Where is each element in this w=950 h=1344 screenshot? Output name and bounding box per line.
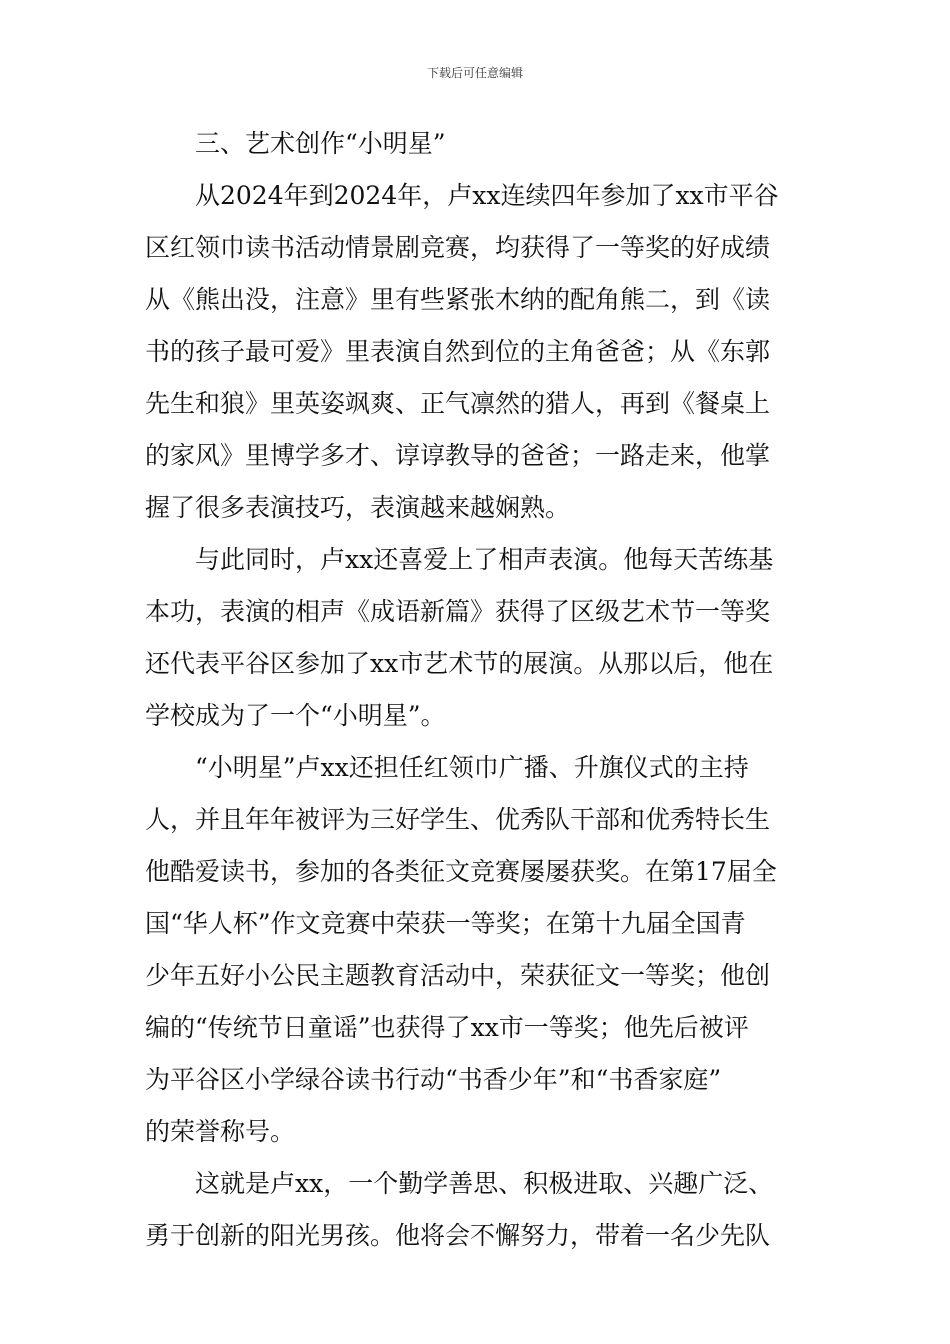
- paragraph-line: 先生和狼》里英姿飒爽、正气凛然的猎人，再到《餐桌上: [145, 389, 771, 418]
- paragraph-line: 的家风》里博学多才、谆谆教导的爸爸；一路走来，他掌: [145, 441, 771, 470]
- paragraph-1: [145, 170, 810, 534]
- paragraph-4: [145, 1158, 810, 1262]
- paragraph-line: 人，并且年年被评为三好学生、优秀队干部和优秀特长生: [145, 805, 771, 834]
- paragraph-line: 握了很多表演技巧，表演越来越娴熟。: [145, 493, 571, 522]
- paragraph-3: [145, 742, 810, 1158]
- paragraph-line: 从《熊出没，注意》里有些紧张木纳的配角熊二，到《读: [145, 285, 771, 314]
- paragraph-line: 为平谷区小学绿谷读书行动“书香少年”和“书香家庭”: [145, 1065, 722, 1094]
- paragraph-line: 学校成为了一个“小明星”。: [145, 701, 446, 730]
- paragraph-line: “小明星”卢xx还担任红领巾广播、升旗仪式的主持: [195, 753, 749, 782]
- document-body: [145, 118, 810, 1262]
- paragraph-line: 本功，表演的相声《成语新篇》获得了区级艺术节一等奖: [145, 597, 771, 626]
- paragraph-line: 这就是卢xx，一个勤学善思、积极进取、兴趣广泛、: [195, 1169, 774, 1198]
- paragraph-line: 他酷爱读书，参加的各类征文竞赛屡屡获奖。在第17届全: [145, 857, 777, 886]
- page-header-note: 下载后可任意编辑: [426, 66, 523, 80]
- paragraph-line: 编的“传统节日童谣”也获得了xx市一等奖；他先后被评: [145, 1013, 749, 1042]
- paragraph-line: 从2024年到2024年，卢xx连续四年参加了xx市平谷: [195, 181, 779, 210]
- paragraph-line: 国“华人杯”作文竞赛中荣获一等奖；在第十九届全国青: [145, 909, 746, 938]
- paragraph-line: 少年五好小公民主题教育活动中，荣获征文一等奖；他创: [145, 961, 771, 990]
- paragraph-2: [145, 534, 810, 742]
- paragraph-line: 还代表平谷区参加了xx市艺术节的展演。从那以后，他在: [145, 649, 774, 678]
- section-heading: 三、艺术创作“小明星”: [195, 129, 446, 158]
- paragraph-line: 的荣誉称号。: [145, 1117, 296, 1146]
- paragraph-line: 区红领巾读书活动情景剧竞赛，均获得了一等奖的好成绩: [145, 233, 771, 262]
- paragraph-line: 与此同时，卢xx还喜爱上了相声表演。他每天苦练基: [195, 545, 774, 574]
- paragraph-line: 勇于创新的阳光男孩。他将会不懈努力，带着一名少先队: [145, 1221, 771, 1250]
- paragraph-line: 书的孩子最可爱》里表演自然到位的主角爸爸；从《东郭: [145, 337, 771, 366]
